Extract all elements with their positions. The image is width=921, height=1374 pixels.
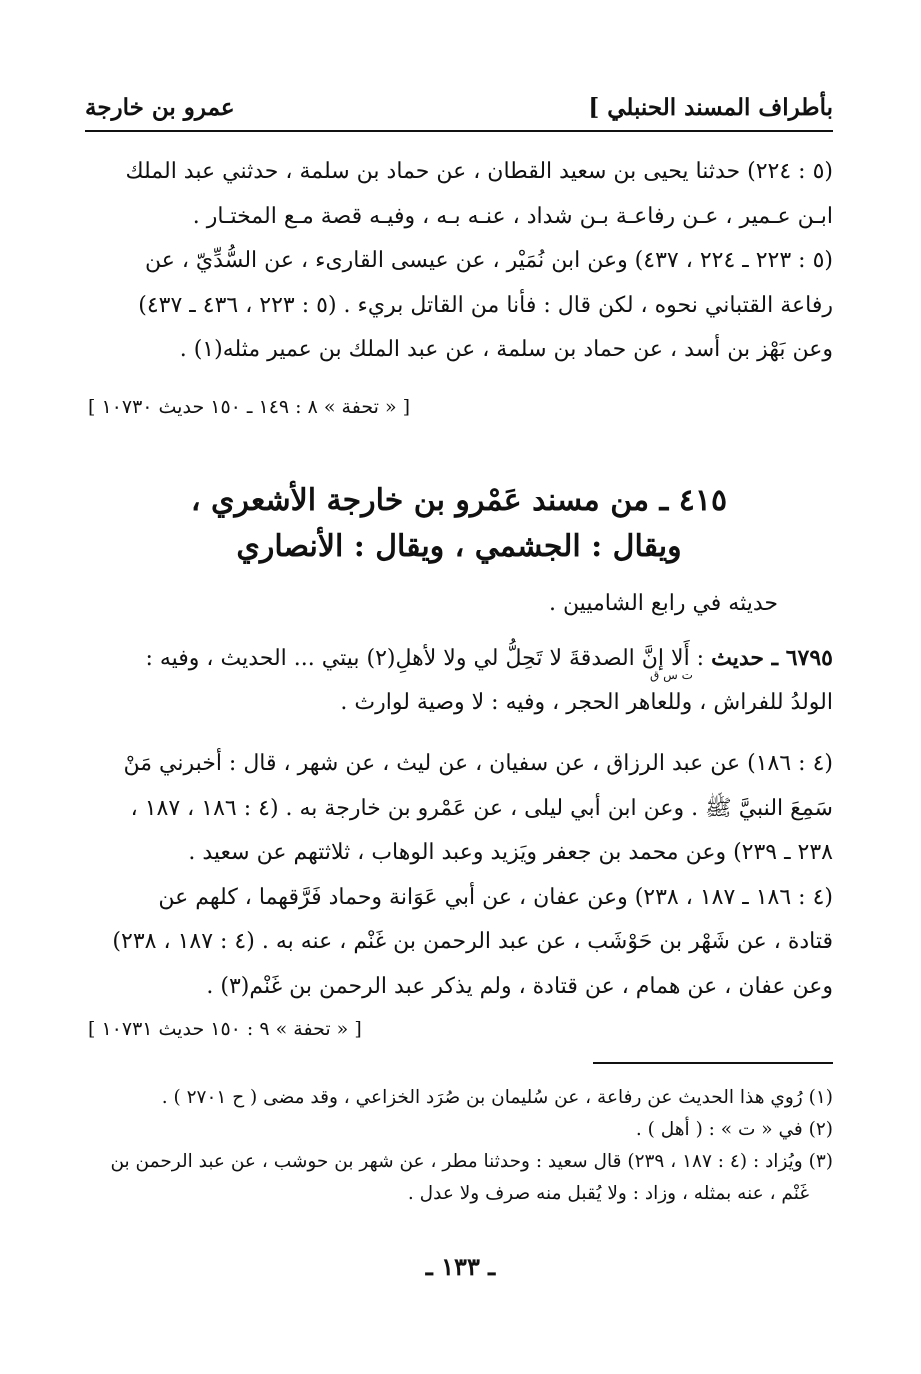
section1-line: ابـن عـمير ، عـن رفاعـة بـن شداد ، عنـه بـه ، وفيـه قصة مـع المختـار . <box>192 203 833 229</box>
header-rule <box>85 130 833 132</box>
footnote-3: (٣) ويُزاد : (٤ : ١٨٧ ، ٢٣٩) قال سعيد : وحدثنا مطر ، عن شهر بن حوشب ، عن عبد الرحمن بن <box>110 1151 833 1172</box>
hadith-line-1 <box>85 636 833 681</box>
section1-line: (٥ : ٢٢٤) حدثنا يحيى بن سعيد القطان ، عن حماد بن سلمة ، حدثني عبد الملك <box>125 159 833 184</box>
footnotes <box>85 1082 833 1210</box>
footnote-rule <box>593 1062 833 1064</box>
section-title-line1: ٤١٥ ـ من مسند عَمْرو بن خارجة الأشعري ، <box>190 483 728 518</box>
section-title-line2: ويقال : الجشمي ، ويقال : الأنصاري <box>236 529 682 564</box>
section-title <box>85 478 833 570</box>
hadith-entry <box>85 636 833 725</box>
section1-text <box>85 150 833 373</box>
section1-line: رفاعة القتباني نحوه ، لكن قال : فأنا من القاتل بريء . (٥ : ٢٢٣ ، ٤٣٦ ـ ٤٣٧) <box>138 292 833 318</box>
section2-text <box>85 742 833 1009</box>
footnote-1: (١) رُوي هذا الحديث عن رفاعة ، عن سُليمان بن صُرَد الخزاعي ، وقد مضى ( ح ٢٧٠١ ) . <box>161 1087 833 1108</box>
section2-line: (٤ : ١٨٦) عن عبد الرزاق ، عن سفيان ، عن ليث ، عن شهر ، قال : أخبرني مَنْ <box>123 751 833 776</box>
footnote-2: (٢) في « ت » : ( أهل ) . <box>635 1119 833 1140</box>
hadith-text: : أَلا إنَّ الصدقةَ لا تَحِلُّ لي ولا لأهلِ(٢) بيتي ... الحديث ، وفيه : <box>145 646 705 671</box>
intro-text <box>85 582 833 627</box>
footnote-3-continued: غَنْم ، عنه بمثله ، وزاد : ولا يُقبل منه صرف ولا عدل . <box>407 1183 809 1204</box>
header-section-title: عمرو بن خارجة <box>85 94 235 121</box>
hadith-line-2: الولدُ للفراش ، وللعاهر الحجر ، وفيه : لا وصية لوارث . <box>340 689 833 715</box>
section2-line: (٤ : ١٨٦ ـ ١٨٧ ، ٢٣٨) وعن عفان ، عن أبي عَوَانة وحماد فَرَّقهما ، كلهم عن <box>158 884 833 910</box>
section2-line: قتادة ، عن شَهْر بن حَوْشَب ، عن عبد الرحمن بن غَنْم ، عنه به . (٤ : ١٨٧ ، ٢٣٨) <box>112 929 833 954</box>
hadith-number: ٦٧٩٥ ـ حديث <box>711 645 833 671</box>
intro-line: حديثه في رابع الشاميين . <box>548 591 778 616</box>
section1-line: (٥ : ٢٢٣ ـ ٢٢٤ ، ٤٣٧) وعن ابن نُمَيْر ، عن عيسى القارىء ، عن السُّدِّيّ ، عن <box>144 248 833 273</box>
section1-line: وعن بَهْز بن أسد ، عن حماد بن سلمة ، عن عبد الملك بن عمير مثله(١) . <box>179 337 833 362</box>
header-book-title: بأطراف المسند الحنبلي ] <box>588 94 833 121</box>
section2-line: ٢٣٨ ـ ٢٣٩) وعن محمد بن جعفر ويَزيد وعبد الوهاب ، ثلاثتهم عن سعيد . <box>188 840 833 865</box>
sigla-note: ت س ق <box>650 668 693 682</box>
tuhfa-reference-2: [ « تحفة » ٩ : ١٥٠ حديث ١٠٧٣١ ] <box>88 1018 362 1040</box>
tuhfa-reference-1: [ « تحفة » ٨ : ١٤٩ ـ ١٥٠ حديث ١٠٧٣٠ ] <box>88 396 411 418</box>
section2-line: سَمِعَ النبيَّ ﷺ . وعن ابن أبي ليلى ، عن عَمْرو بن خارجة به . (٤ : ١٨٦ ، ١٨٧ ، <box>130 795 833 821</box>
section2-line: وعن عفان ، عن همام ، عن قتادة ، ولم يذكر عبد الرحمن بن غَنْم(٣) . <box>206 973 833 999</box>
running-header <box>85 88 833 128</box>
page-number: ـ ١٣٣ ـ <box>425 1252 496 1281</box>
